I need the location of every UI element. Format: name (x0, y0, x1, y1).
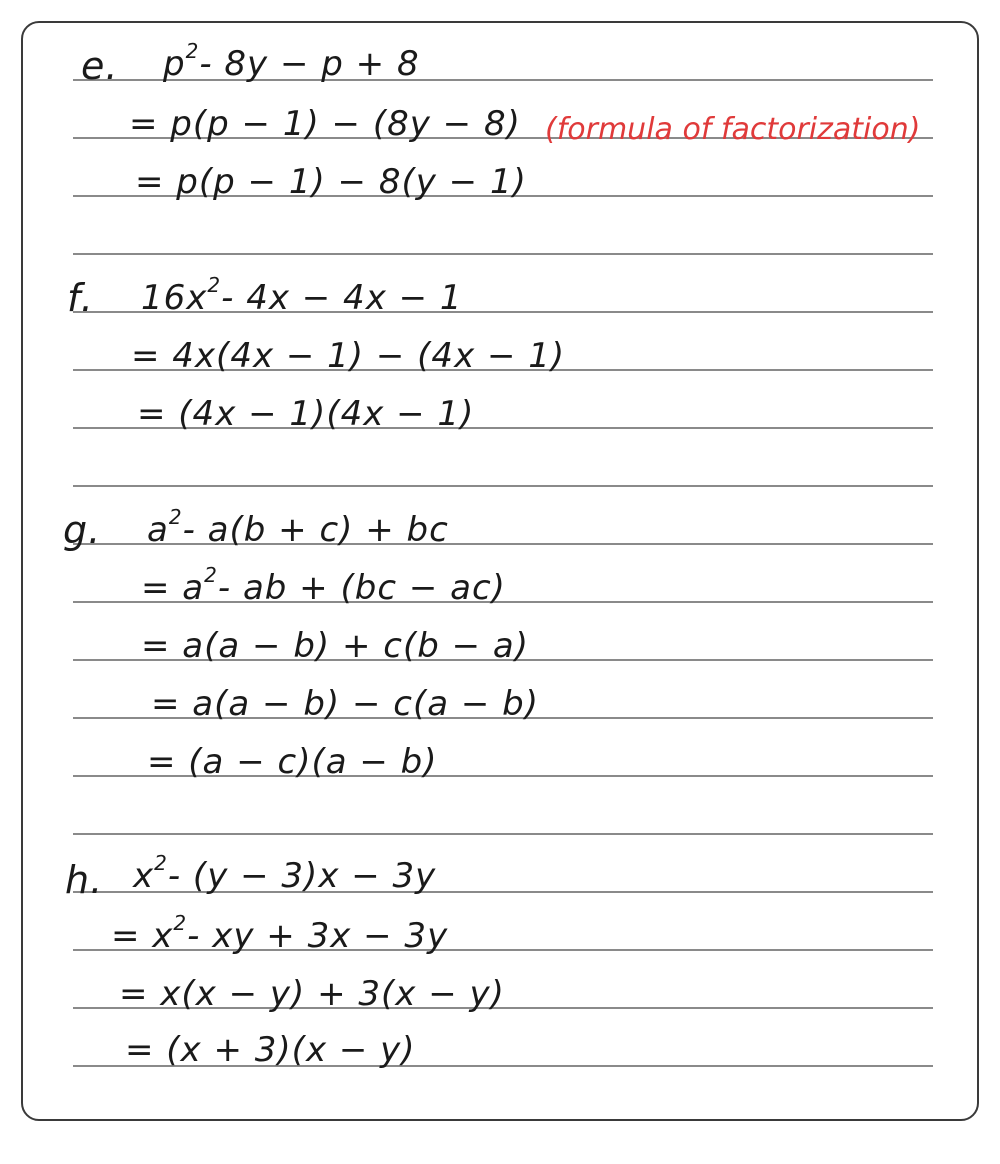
step-line: = p(p − 1) − 8(y − 1) (135, 162, 527, 202)
step-line: = p(p − 1) − (8y − 8) (129, 104, 521, 144)
ruled-line (73, 833, 933, 835)
notebook-page (21, 21, 979, 1121)
ruled-line (73, 485, 933, 487)
step-line: = x(x − y) + 3(x − y) (119, 974, 505, 1014)
problem-label-f: f. (67, 276, 94, 320)
problem-label-e: e. (81, 44, 119, 88)
problem-expression-g: $a^2-$ a(b + c) + bc (147, 505, 449, 550)
step-line: = $x^2-$ xy + 3x − 3y (111, 911, 449, 956)
step-line: = (a − c)(a − b) (147, 742, 438, 782)
step-line: = a(a − b) + c(b − a) (141, 626, 530, 666)
step-line: = $a^2-$ ab + (bc − ac) (141, 563, 506, 608)
problem-expression-h: $x^2-$ (y − 3)x − 3y (133, 851, 437, 896)
step-line: = (4x − 1)(4x − 1) (137, 394, 475, 434)
problem-label-g: g. (63, 508, 102, 552)
problem-expression-e: $p^2-$ 8y − p + 8 (163, 39, 420, 84)
step-line: = 4x(4x − 1) − (4x − 1) (131, 336, 566, 376)
ruled-line (73, 253, 933, 255)
problem-label-h: h. (65, 858, 104, 902)
step-line: = (x + 3)(x − y) (125, 1030, 416, 1070)
annotation-note: (formula of factorization) (545, 112, 921, 147)
step-line: = a(a − b) − c(a − b) (151, 684, 540, 724)
problem-expression-f: $16x^2-$ 4x − 4x − 1 (141, 273, 463, 318)
